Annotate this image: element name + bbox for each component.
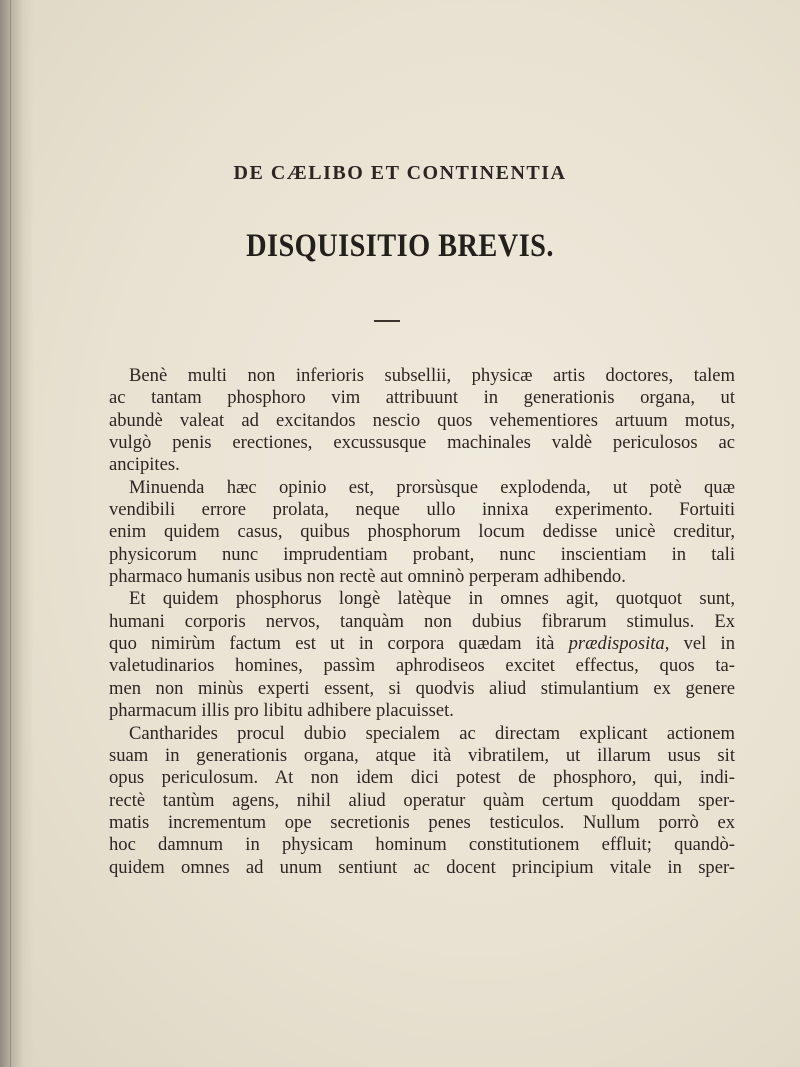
text-line: opus periculosum. At non idem dici potest de phosphoro, qui, indi- — [109, 767, 735, 789]
text-segment: quo nimirùm factum est ut in corpora quædam ità — [109, 633, 555, 655]
text-line: valetudinarios homines, passìm aphrodiseos excitet effectus, quos ta- — [109, 655, 735, 677]
text-line: abundè valeat ad excitandos nescio quos vehementiores artuum motus, — [109, 409, 735, 431]
text-segment: , vel in — [664, 633, 735, 655]
text-line: vulgò penis erectiones, excussusque machinales valdè periculosos ac — [109, 432, 735, 454]
text-line: men non minùs experti essent, si quodvis aliud stimulantium ex genere — [109, 677, 735, 699]
body-text — [109, 365, 735, 879]
text-line: suam in generationis organa, atque ità vibratilem, ut illarum usus sit — [109, 744, 735, 766]
italic-term: prædisposita — [568, 633, 665, 655]
text-line: physicorum nunc imprudentiam probant, nunc inscientiam in tali — [109, 543, 735, 565]
text-line: matis incrementum ope secretionis penes testiculos. Nullum porrò ex — [109, 811, 735, 833]
text-line: Cantharides procul dubio specialem ac directam explicant actionem — [129, 722, 735, 744]
text-line: Et quidem phosphorus longè latèque in omnes agit, quotquot sunt, — [129, 588, 735, 610]
title-divider — [374, 320, 400, 322]
text-line: pharmaco humanis usibus non rectè aut omninò perperam adhibendo. — [109, 566, 626, 588]
page-subtitle: DE CÆLIBO ET CONTINENTIA — [233, 162, 567, 184]
text-line: Minuenda hæc opinio est, prorsùsque explodenda, ut potè quæ — [129, 476, 735, 498]
text-line: rectè tantùm agens, nihil aliud operatur quàm certum quoddam sper- — [109, 789, 735, 811]
page-title: DISQUISITIO BREVIS. — [246, 228, 554, 264]
text-line: quidem omnes ad unum sentiunt ac docent principium vitale in sper- — [109, 856, 735, 878]
text-line: humani corporis nervos, tanquàm non dubius fibrarum stimulus. Ex — [109, 610, 735, 632]
text-line: hoc damnum in physicam hominum constitutionem effluit; quandò- — [109, 834, 735, 856]
text-line: ac tantam phosphoro vim attribuunt in generationis organa, ut — [109, 387, 735, 409]
text-line: Benè multi non inferioris subsellii, physicæ artis doctores, talem — [129, 365, 735, 386]
book-gutter-shadow — [0, 0, 34, 1067]
text-line: ancipites. — [109, 454, 180, 476]
text-line: enim quidem casus, quibus phosphorum locum dedisse unicè creditur, — [109, 521, 735, 543]
text-line: pharmacum illis pro libitu adhibere placuisset. — [109, 700, 454, 722]
text-line-with-italic — [109, 633, 735, 655]
binding-edge — [10, 0, 11, 1067]
text-line: vendibili errore prolata, neque ullo innixa experimento. Fortuiti — [109, 499, 735, 521]
